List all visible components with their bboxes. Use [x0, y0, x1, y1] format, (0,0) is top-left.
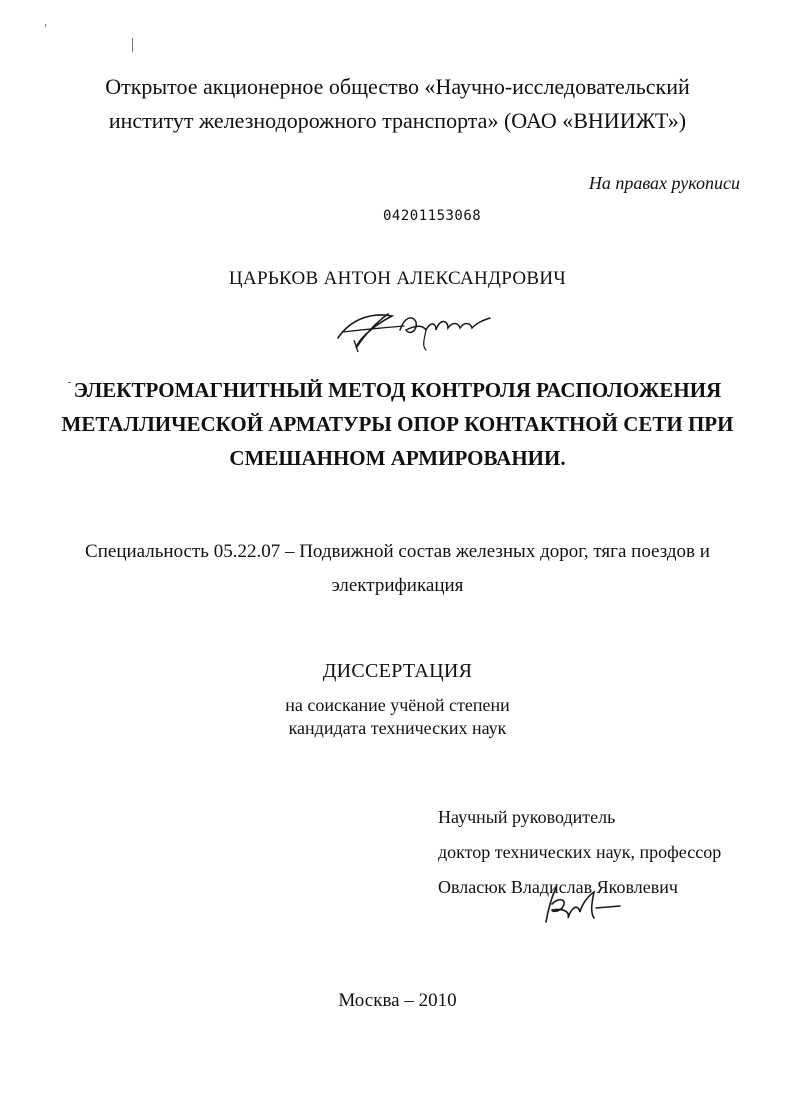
supervisor-name: Овласюк Владислав Яковлевич — [438, 877, 678, 897]
organization-line-1: Открытое акционерное общество «Научно-исследовательский — [105, 74, 690, 99]
scan-mark — [45, 24, 46, 27]
degree-line-1: на соискание учёной степени — [285, 695, 510, 715]
manuscript-rights-note: На правах рукописи — [588, 173, 740, 193]
specialty-line-2: электрификация — [331, 575, 464, 596]
organization-line-2: институт железнодорожного транспорта» (ОАО «ВНИИЖТ») — [108, 108, 687, 133]
registration-number: 04201153068 — [383, 208, 482, 224]
title-line-2: МЕТАЛЛИЧЕСКОЙ АРМАТУРЫ ОПОР КОНТАКТНОЙ СЕТИ ПРИ — [61, 412, 734, 436]
city-year: Москва – 2010 — [338, 990, 457, 1011]
specialty — [60, 535, 735, 603]
supervisor-credentials: доктор технических наук, профессор — [438, 842, 722, 862]
dissertation-title — [60, 373, 735, 475]
author-name: ЦАРЬКОВ АНТОН АЛЕКСАНДРОВИЧ — [228, 268, 567, 289]
document-type: ДИССЕРТАЦИЯ — [322, 660, 473, 682]
specialty-line-1: Специальность 05.22.07 – Подвижной состав железных дорог, тяга поездов и — [85, 541, 710, 562]
organization-name — [60, 70, 735, 138]
degree-line-2: кандидата технических наук — [288, 718, 507, 738]
academic-degree — [60, 694, 735, 740]
supervisor-role: Научный руководитель — [438, 807, 616, 827]
title-line-1: ЭЛЕКТРОМАГНИТНЫЙ МЕТОД КОНТРОЛЯ РАСПОЛОЖЕНИЯ — [73, 378, 722, 402]
scan-mark — [132, 38, 133, 52]
title-line-3: СМЕШАННОМ АРМИРОВАНИИ. — [229, 446, 566, 470]
supervisor-signature — [538, 882, 628, 930]
author-signature — [330, 300, 500, 360]
